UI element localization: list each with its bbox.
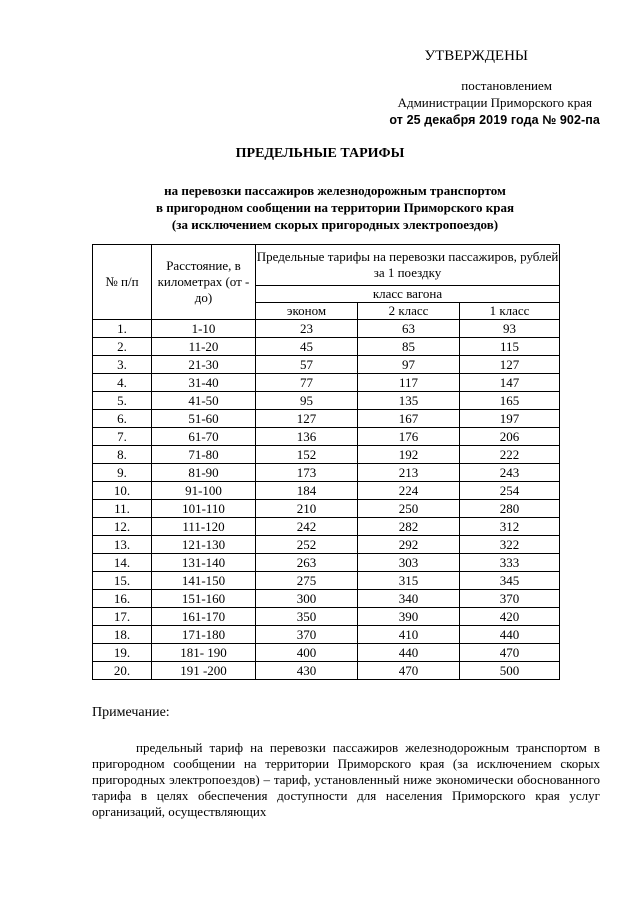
table-row — [93, 320, 560, 338]
row-distance: 61-70 — [152, 428, 256, 446]
row-number: 4. — [93, 374, 152, 392]
note-label: Примечание: — [92, 705, 170, 720]
row-distance: 181- 190 — [152, 644, 256, 662]
row-class-2: 292 — [358, 536, 460, 554]
row-class-1: 440 — [460, 626, 560, 644]
row-class-2: 63 — [358, 320, 460, 338]
row-distance: 41-50 — [152, 392, 256, 410]
row-class-2: 470 — [358, 662, 460, 680]
table-row — [93, 590, 560, 608]
row-class-1: 222 — [460, 446, 560, 464]
row-econom: 300 — [256, 590, 358, 608]
row-class-2: 315 — [358, 572, 460, 590]
row-class-1: 500 — [460, 662, 560, 680]
table-row — [93, 410, 560, 428]
row-class-2: 390 — [358, 608, 460, 626]
subtitle-line: в пригородном сообщении на территории Приморского края — [155, 200, 514, 215]
row-number: 7. — [93, 428, 152, 446]
row-econom: 242 — [256, 518, 358, 536]
row-econom: 173 — [256, 464, 358, 482]
table-row — [93, 428, 560, 446]
tariff-table-body — [93, 320, 560, 680]
table-row — [93, 464, 560, 482]
row-class-1: 115 — [460, 338, 560, 356]
table-row — [93, 374, 560, 392]
row-distance: 51-60 — [152, 410, 256, 428]
row-number: 12. — [93, 518, 152, 536]
row-number: 14. — [93, 554, 152, 572]
table-row — [93, 554, 560, 572]
row-class-1: 280 — [460, 500, 560, 518]
row-distance: 131-140 — [152, 554, 256, 572]
row-class-2: 97 — [358, 356, 460, 374]
row-class-1: 312 — [460, 518, 560, 536]
header-distance: Расстояние, в километрах (от - до) — [152, 245, 256, 320]
row-class-2: 192 — [358, 446, 460, 464]
row-econom: 184 — [256, 482, 358, 500]
table-row — [93, 518, 560, 536]
row-class-2: 135 — [358, 392, 460, 410]
row-number: 8. — [93, 446, 152, 464]
document-title: ПРЕДЕЛЬНЫЕ ТАРИФЫ — [235, 146, 405, 161]
row-class-1: 345 — [460, 572, 560, 590]
table-row — [93, 356, 560, 374]
tariff-table — [92, 244, 560, 680]
row-distance: 141-150 — [152, 572, 256, 590]
table-row — [93, 392, 560, 410]
row-number: 2. — [93, 338, 152, 356]
header-number: № п/п — [93, 245, 152, 320]
row-number: 3. — [93, 356, 152, 374]
row-class-1: 243 — [460, 464, 560, 482]
row-distance: 171-180 — [152, 626, 256, 644]
row-distance: 21-30 — [152, 356, 256, 374]
table-row — [93, 536, 560, 554]
header-car-class: класс вагона — [256, 286, 560, 303]
row-number: 11. — [93, 500, 152, 518]
row-distance: 31-40 — [152, 374, 256, 392]
table-row — [93, 482, 560, 500]
row-econom: 95 — [256, 392, 358, 410]
table-row — [93, 626, 560, 644]
row-class-2: 282 — [358, 518, 460, 536]
row-distance: 81-90 — [152, 464, 256, 482]
row-number: 18. — [93, 626, 152, 644]
row-number: 9. — [93, 464, 152, 482]
row-class-1: 147 — [460, 374, 560, 392]
row-econom: 152 — [256, 446, 358, 464]
note-text: предельный тариф на перевозки пассажиров железнодорожным транспортом в пригородном сообщении на территории Приморского края (за исключением скорых пригородных электропоездов) – тариф, установленный ниже экономически обоснованного тарифа в целях обеспечения доступности для населения Приморского края услуг организаций, осуществляющих — [92, 740, 600, 819]
row-class-1: 93 — [460, 320, 560, 338]
row-econom: 77 — [256, 374, 358, 392]
table-row — [93, 662, 560, 680]
row-class-1: 322 — [460, 536, 560, 554]
row-distance: 11-20 — [152, 338, 256, 356]
row-class-2: 213 — [358, 464, 460, 482]
row-distance: 71-80 — [152, 446, 256, 464]
document-subtitle — [0, 182, 640, 233]
row-class-2: 176 — [358, 428, 460, 446]
row-class-2: 250 — [358, 500, 460, 518]
row-class-1: 165 — [460, 392, 560, 410]
row-distance: 121-130 — [152, 536, 256, 554]
table-row — [93, 572, 560, 590]
row-class-2: 85 — [358, 338, 460, 356]
table-row — [93, 338, 560, 356]
row-number: 10. — [93, 482, 152, 500]
row-econom: 370 — [256, 626, 358, 644]
row-number: 19. — [93, 644, 152, 662]
row-class-2: 117 — [358, 374, 460, 392]
row-class-1: 470 — [460, 644, 560, 662]
row-econom: 350 — [256, 608, 358, 626]
row-econom: 252 — [256, 536, 358, 554]
row-number: 13. — [93, 536, 152, 554]
row-number: 5. — [93, 392, 152, 410]
header-econom: эконом — [256, 303, 358, 320]
header-class-1: 1 класс — [460, 303, 560, 320]
subtitle-line: на перевозки пассажиров железнодорожным транспортом — [164, 183, 506, 198]
row-class-1: 420 — [460, 608, 560, 626]
row-class-2: 167 — [358, 410, 460, 428]
subtitle-line: (за исключением скорых пригородных электропоездов) — [171, 217, 499, 232]
row-distance: 161-170 — [152, 608, 256, 626]
row-number: 6. — [93, 410, 152, 428]
row-class-1: 206 — [460, 428, 560, 446]
approval-date-number: от 25 декабря 2019 года № 902-па — [389, 113, 600, 127]
row-distance: 191 -200 — [152, 662, 256, 680]
row-number: 1. — [93, 320, 152, 338]
row-class-2: 410 — [358, 626, 460, 644]
row-econom: 263 — [256, 554, 358, 572]
row-number: 20. — [93, 662, 152, 680]
row-econom: 57 — [256, 356, 358, 374]
row-class-2: 303 — [358, 554, 460, 572]
row-class-1: 254 — [460, 482, 560, 500]
row-econom: 136 — [256, 428, 358, 446]
table-row — [93, 608, 560, 626]
table-row — [93, 500, 560, 518]
row-class-1: 127 — [460, 356, 560, 374]
row-distance: 101-110 — [152, 500, 256, 518]
row-number: 15. — [93, 572, 152, 590]
row-class-1: 333 — [460, 554, 560, 572]
row-distance: 1-10 — [152, 320, 256, 338]
table-row — [93, 446, 560, 464]
row-number: 17. — [93, 608, 152, 626]
row-econom: 210 — [256, 500, 358, 518]
row-econom: 430 — [256, 662, 358, 680]
header-class-2: 2 класс — [358, 303, 460, 320]
row-econom: 400 — [256, 644, 358, 662]
row-class-2: 224 — [358, 482, 460, 500]
row-econom: 45 — [256, 338, 358, 356]
row-distance: 111-120 — [152, 518, 256, 536]
row-class-1: 197 — [460, 410, 560, 428]
row-distance: 91-100 — [152, 482, 256, 500]
approval-heading: УТВЕРЖДЕНЫ — [424, 48, 528, 64]
row-number: 16. — [93, 590, 152, 608]
table-row — [93, 644, 560, 662]
row-class-2: 340 — [358, 590, 460, 608]
row-distance: 151-160 — [152, 590, 256, 608]
row-econom: 23 — [256, 320, 358, 338]
approval-resolution: постановлением — [461, 78, 552, 93]
row-class-2: 440 — [358, 644, 460, 662]
approval-authority: Администрации Приморского края — [397, 95, 592, 110]
header-tariffs: Предельные тарифы на перевозки пассажиров, рублей за 1 поездку — [256, 245, 560, 286]
row-class-1: 370 — [460, 590, 560, 608]
row-econom: 127 — [256, 410, 358, 428]
row-econom: 275 — [256, 572, 358, 590]
